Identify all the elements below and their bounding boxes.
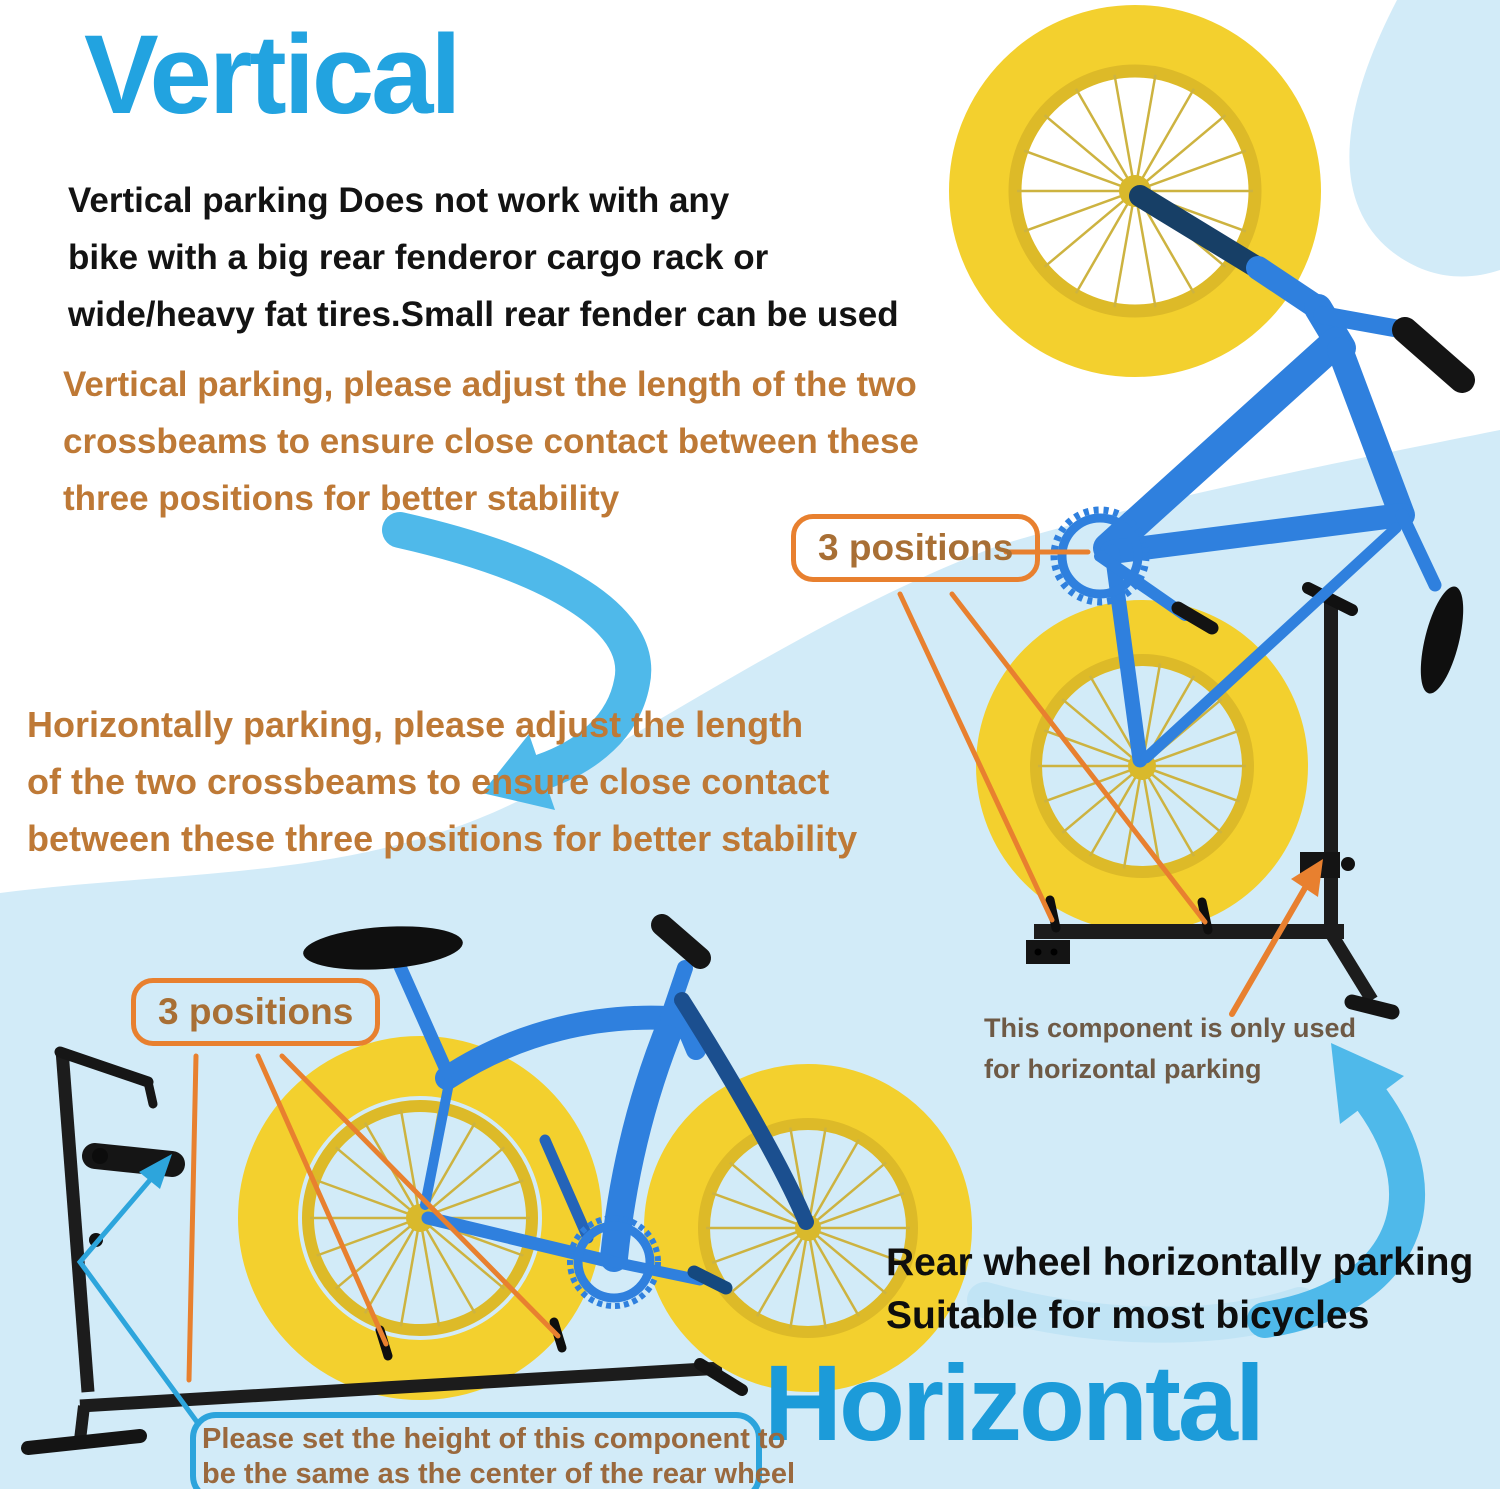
horizontal-title: Horizontal xyxy=(764,1342,1262,1463)
component-note-line-1: This component is only used xyxy=(984,1013,1357,1043)
component-note-line-2: for horizontal parking xyxy=(984,1054,1262,1084)
rear-parking-note-line-1: Rear wheel horizontally parking xyxy=(886,1241,1474,1284)
vertical-warning-line-1: Vertical parking Does not work with any xyxy=(68,181,730,220)
horizontal-adjust-line-2: of the two crossbeams to ensure close contact xyxy=(27,761,830,802)
component-note xyxy=(984,1008,1356,1090)
vertical-adjust-text xyxy=(63,356,919,527)
horizontal-adjust-text xyxy=(27,696,857,867)
vertical-adjust-line-2: crossbeams to ensure close contact between these xyxy=(63,422,919,461)
height-note-line-2: be the same as the center of the rear wheel xyxy=(202,1458,796,1489)
vertical-warning-line-2: bike with a big rear fenderor cargo rack or xyxy=(68,238,769,277)
horizontal-adjust-line-1: Horizontally parking, please adjust the length xyxy=(27,704,804,745)
rear-parking-note xyxy=(886,1236,1473,1342)
height-note-line-1: Please set the height of this component to xyxy=(202,1423,786,1455)
three-positions-callout-horizontal: 3 positions xyxy=(131,978,380,1046)
rear-parking-note-line-2: Suitable for most bicycles xyxy=(886,1294,1370,1337)
vertical-warning-text xyxy=(68,172,899,343)
three-positions-callout-vertical: 3 positions xyxy=(791,514,1040,582)
vertical-warning-line-3: wide/heavy fat tires.Small rear fender can be used xyxy=(68,295,899,334)
horizontal-adjust-line-3: between these three positions for better stability xyxy=(27,818,858,859)
vertical-adjust-line-1: Vertical parking, please adjust the length of the two xyxy=(63,365,917,404)
vertical-adjust-line-3: three positions for better stability xyxy=(63,479,620,518)
vertical-title: Vertical xyxy=(84,12,459,137)
height-note-box xyxy=(190,1412,796,1489)
